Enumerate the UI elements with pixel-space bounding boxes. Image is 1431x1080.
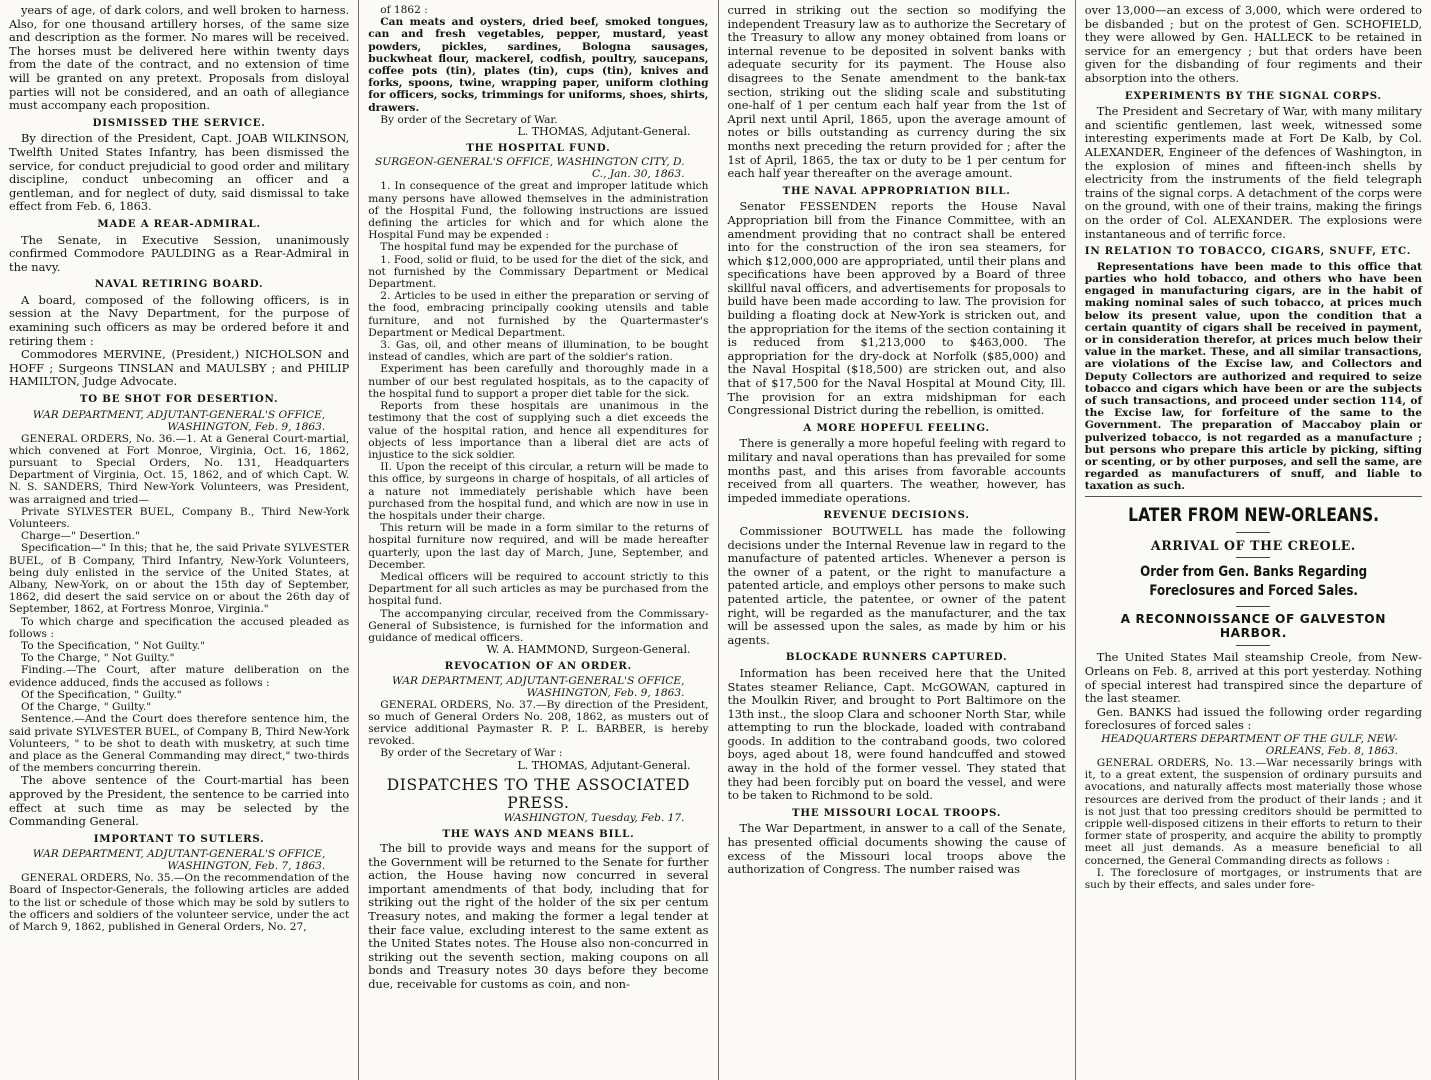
subhead-order-banks: Order from Gen. Banks Regarding Foreclosures and Forced Sales.	[1139, 564, 1367, 600]
heading-ways-and-means: THE WAYS AND MEANS BILL.	[442, 827, 635, 840]
headline-rule	[1236, 557, 1270, 558]
specification-paragraph: Specification—" In this; that he, the said Private SYLVESTER BUEL, of B Company, Third Infantry, New-York Volunteers, being duly enlisted in the service of the United States, at Albany, New-York, on or about the 15th day of September, 1862, did desert the said service on or about the 26th day of September, 1862, at Fortress Monroe, Virginia."	[9, 542, 350, 616]
treasury-continuation-paragraph: curred in striking out the section so modifying the independent Treasury law as to authorize the Secretary of the Treasury to allow any money obtained from loans or internal revenue to be deposited in solvent banks with adequate security for its payment. The House also disagrees to the Senate amendment to the bank-tax section, striking out the sliding scale and substituting one-half of 1 per centum each half year from the 1st of April next until April, 1865, upon the average amount of notes or bills outstanding as currency during the six months next preceding the return provided for ; after the 1st of April, 1865, the tax or duty to be 1 per centum for each half year thereafter on the average amount.	[727, 3, 1066, 181]
revenue-decisions-paragraph: Commissioner BOUTWELL has made the following decisions under the Internal Revenue law in regard to the manufacture of patented articles. Whenever a person is the owner of a patent, or the right to manufacture a patented article, and employs other persons to make such patented article, the patentee, or owner of the patent right, will be regarded as the manufacturer, and the tax will be assessed upon the sales, as made by him or his agents.	[727, 523, 1066, 647]
dateline-desertion: WAR DEPARTMENT, ADJUTANT-GENERAL'S OFFICE, WASHINGTON, Feb. 9, 1863.	[32, 408, 326, 433]
hospital-paragraph-9: This return will be made in a form similar to the returns of hospital furniture now required, and will be made hereafter quarterly, upon the last day of March, June, September, and December.	[368, 522, 709, 571]
heading-naval-appropriation: THE NAVAL APPROPRIATION BILL.	[782, 184, 1011, 197]
orders-35-paragraph: GENERAL ORDERS, No. 35.—On the recommendation of the Board of Inspector-Generals, the following articles are added to the list or schedule of those which may be sold by sutlers to the officers and soldiers of the volunteer service, under the act of March 9, 1862, published in General Orders, No. 27,	[9, 872, 350, 934]
sentence-paragraph: Sentence.—And the Court does therefore sentence him, the said private SYLVESTER BUEL, of Company B, Third New-York Volunteers, " to be shot to death with musketry, at such time and place as the General Commanding may direct," two-thirds of the members concurring therein.	[9, 713, 350, 775]
heading-missouri-troops: THE MISSOURI LOCAL TROOPS.	[792, 806, 1002, 819]
heading-signal-corps: EXPERIMENTS BY THE SIGNAL CORPS.	[1124, 89, 1382, 102]
orders-37-paragraph: GENERAL ORDERS, No. 37.—By direction of the President, so much of General Orders No. 208, 1862, as musters out of service additional Paymaster R. P. L. BARBER, is hereby revoked.	[368, 698, 709, 748]
hopeful-feeling-paragraph: There is generally a more hopeful feeling with regard to military and naval operations than has prevailed for some months past, and this arises from favorable accounts received from all quarters. The weather, however, has impeded immediate operations.	[727, 436, 1066, 505]
heading-sutlers: IMPORTANT TO SUTLERS.	[93, 832, 265, 845]
rear-admiral-paragraph: The Senate, in Executive Session, unanimously confirmed Commodore PAULDING as a Rear-Admiral in the navy.	[9, 232, 350, 274]
heading-dispatches: DISPATCHES TO THE ASSOCIATED PRESS.	[386, 775, 690, 812]
heading-hopeful-feeling: A MORE HOPEFUL FEELING.	[803, 421, 990, 434]
horse-proposals-paragraph: years of age, of dark colors, and well broken to harness. Also, for one thousand artillery horses, of the same size and description as the former. No mares will be received. The horses must be delivered here within twenty days from the date of the contract, and no extension of time will be granted on any pretext. Proposals from disloyal parties will not be considered, and an oath of allegiance must accompany each proposition.	[9, 3, 350, 113]
hospital-paragraph-5: 3. Gas, oil, and other means of illumination, to be bought instead of candles, which are part of the soldier's ration.	[368, 339, 709, 364]
finding-charge-line: Of the Charge, " Guilty."	[21, 701, 152, 714]
column-2	[359, 0, 717, 1080]
dateline-dispatches: WASHINGTON, Tuesday, Feb. 17.	[503, 811, 685, 824]
charge-line: Charge—" Desertion."	[21, 530, 140, 543]
heading-dismissed: DISMISSED THE SERVICE.	[92, 116, 266, 129]
signature-thomas-2: L. THOMAS, Adjutant-General.	[517, 758, 691, 772]
hospital-paragraph-2: The hospital fund may be expended for the purchase of	[380, 241, 678, 254]
blockade-runners-paragraph: Information has been received here that the United States steamer Reliance, Capt. McGOWAN, captured in the Moulkin River, and brought to Port Baltimore on the 13th inst., the sloop Clara and schooner North Star, while attempting to run the blockade, loaded with contraband goods. In addition to the contraband goods, two colored boys, aged about 18, were found handcuffed and stowed away in the hold of the former vessel. They stated that they had been forcibly put on board the vessel, and were to be taken to Richmond to be sold.	[727, 665, 1066, 803]
heading-hospital-fund: THE HOSPITAL FUND.	[466, 142, 611, 155]
banks-order-intro-paragraph: Gen. BANKS had issued the following order regarding foreclosures of forced sales :	[1084, 704, 1422, 733]
hospital-paragraph-3: 1. Food, solid or fluid, to be used for the diet of the sick, and not furnished by the Commissary Department or Medical Department.	[368, 253, 709, 291]
section-divider	[1085, 496, 1422, 497]
naval-board-paragraph-2: Commodores MERVINE, (President,) NICHOLSON and HOFF ; Surgeons TINSLAN and MAULSBY ; and PHILIP HAMILTON, Judge Advocate.	[9, 347, 350, 389]
heading-tobacco: IN RELATION TO TOBACCO, CIGARS, SNUFF, ETC.	[1084, 245, 1412, 258]
private-buel-line: Private SYLVESTER BUEL, Company B., Third New-York Volunteers.	[9, 505, 350, 531]
sutler-articles-list: Can meats and oysters, dried beef, smoked tongues, can and fresh vegetables, pepper, mustard, yeast powders, pickles, sardines, Bologna sausages, buckwheat flour, mackerel, codfish, poultry, saucepans, coffee pots (tin), plates (tin), cups (tin), knives and forks, spoons, twine, wrapping paper, uniform clothing for officers, socks, trimmings for uniforms, shoes, shirts, drawers.	[368, 16, 709, 114]
heading-revocation: REVOCATION OF AN ORDER.	[444, 660, 632, 673]
signature-hammond: W. A. HAMMOND, Surgeon-General.	[486, 643, 691, 657]
dismissed-paragraph: By direction of the President, Capt. JOAB WILKINSON, Twelfth United States Infantry, has been dismissed the service, for conduct prejudicial to good order and military discipline, conduct unbecoming an officer and a gentleman, and for neglect of duty, said dismissal to take effect from Feb. 6, 1863.	[9, 131, 350, 214]
plea-line: To which charge and specification the accused pleaded as follows :	[9, 615, 350, 640]
hospital-paragraph-8: II. Upon the receipt of this circular, a return will be made to this office, by surgeons in charge of hospitals, of all articles of a nature not immediately perishable which have been purchased from the hospital fund, and which are now in use in the hospitals under their charge.	[368, 461, 709, 522]
by-order-line-2: By order of the Secretary of War :	[380, 747, 563, 760]
headline-rule	[1236, 645, 1270, 646]
plea-specification-line: To the Specification, " Not Guilty."	[21, 640, 205, 653]
signal-corps-paragraph: The President and Secretary of War, with many military and scientific gentlemen, last week, witnessed some interesting experiments made at Fort De Kalb, by Col. ALEXANDER, Engineer of the defences of Washington, in the explosion of mines and fifteen-inch shells by electricity from the instruments of the field telegraph trains of the signal corps. A detachment of the corps were on the ground, with one of their trains, making the firings on the order of Col. ALEXANDER. The explosions were instantaneous and of terrific force.	[1084, 104, 1422, 241]
naval-board-paragraph-1: A board, composed of the following officers, is in session at the Navy Department, for the purpose of examining such officers as may be ordered before it and retiring them :	[9, 292, 350, 348]
hospital-paragraph-6: Experiment has been carefully and thoroughly made in a number of our best regulated hospitals, as to the capacity of the hospital fund to support a proper diet table for the sick.	[368, 363, 709, 400]
plea-charge-line: To the Charge, " Not Guilty."	[21, 652, 175, 665]
dateline-gulf: HEADQUARTERS DEPARTMENT OF THE GULF, NEW-ORLEANS, Feb. 8, 1863.	[1101, 732, 1398, 757]
headline-rule	[1236, 532, 1270, 533]
of-1862-line: of 1862 :	[380, 4, 428, 16]
heading-rear-admiral: MADE A REAR-ADMIRAL.	[97, 217, 261, 230]
column-1	[0, 0, 358, 1080]
headline-rule	[1236, 606, 1270, 607]
heading-revenue-decisions: REVENUE DECISIONS.	[823, 509, 970, 522]
signature-thomas-1: L. THOMAS, Adjutant-General.	[517, 125, 691, 139]
ways-and-means-paragraph: The bill to provide ways and means for the support of the Government will be returned to the Senate for further action, the House having now concurred in several important amendments of that body, including that for striking out the right of the holder of the six per centum Treasury notes, and making the former a legal tender at their face value, excluding interest to the same extent as the United States notes. The House also non-concurred in striking out the seventh section, making coupons on all bonds and Treasury notes 30 days before they become due, receivable for customs as coin, and non-	[368, 840, 709, 991]
heading-naval-retiring-board: NAVAL RETIRING BOARD.	[94, 278, 264, 291]
creole-arrival-paragraph: The United States Mail steamship Creole, from New-Orleans on Feb. 8, arrived at this port yesterday. Nothing of special interest had transpired since the departure of the last steamer.	[1084, 650, 1422, 706]
orders-13-paragraph: GENERAL ORDERS, No. 13.—War necessarily brings with it, to a great extent, the suspension of ordinary pursuits and avocations, and naturally affects most materially those whose resources are derived from the product of their lands ; and it is not just that too pressing creditors should be permitted to cripple well-disposed citizens in their efforts to return to their former state of prosperity, and acquire the ability to promptly meet all just demands. As a measure beneficial to all concerned, the General Commanding directs as follows :	[1084, 756, 1422, 867]
missouri-troops-paragraph: The War Department, in answer to a call of the Senate, has presented official documents showing the cause of excess of the Missouri local troops above the authorization of Congress. The number raised was	[727, 821, 1066, 877]
missouri-continuation-paragraph: over 13,000—an excess of 3,000, which were ordered to be disbanded ; but on the protest of Gen. SCHOFIELD, they were allowed by Gen. HALLECK to be retained in service for an emergency ; but that orders have been given for the disbanding of four regiments and their absorption into the others.	[1084, 3, 1422, 85]
naval-appropriation-paragraph: Senator FESSENDEN reports the House Naval Appropriation bill from the Finance Committee, with an amendment providing that no contract shall be entered into for the construction of the iron sea steamers, for which $12,000,000 are appropriated, until their plans and specifications have been approved by a Board of three skillful naval officers, and advertisements for proposals to build have been made according to law. The provision for building a floating dock at New-York is stricken out, and the appropriation for the items of the section containing it is reduced from $1,213,000 to $463,000. The appropriation for the dry-dock at Norfolk ($85,000) and the Naval Hospital ($18,500) are stricken out, and also that of $17,500 for the Naval Hospital at Mound City, Ill. The provision for an extra midshipman for each Congressional District during the rebellion, is omitted.	[727, 199, 1066, 418]
finding-specification-line: Of the Specification, " Guilty."	[21, 688, 182, 701]
hospital-paragraph-7: Reports from these hospitals are unanimous in the testimony that the cost of supplying such a diet exceeds the value of the hospital ration, and hence all expenditures for objects of less importance than a liberal diet are acts of injustice to the sick soldier.	[368, 400, 709, 461]
column-3	[719, 0, 1075, 1080]
headline-later-from-new-orleans: LATER FROM NEW-ORLEANS.	[1127, 503, 1379, 526]
hospital-paragraph-10: Medical officers will be required to account strictly to this Department for all such articles as may be purchased from the hospital fund.	[368, 570, 709, 608]
foreclosure-paragraph: I. The foreclosure of mortgages, or instruments that are such by their effects, and sales under fore-	[1084, 866, 1422, 891]
subhead-galveston: A RECONNOISSANCE OF GALVESTON HARBOR.	[1120, 612, 1387, 640]
by-order-line-1: By order of the Secretary of War.	[380, 113, 558, 126]
tobacco-paragraph: Representations have been made to this office that parties who hold tobacco, and others who have been engaged in manufacturing cigars, are in the habit of making nominal sales of such tobacco, at prices much below its present value, upon the condition that a certain quantity of cigars shall be received in payment, or in consideration therefor, at prices much below their value in the market. These, and all similar transactions, are violations of the Excise law, and Collectors and Deputy Collectors are authorized and required to seize tobacco and cigars which have been or are the subjects of such transactions, and proceed under section 114, of the Excise law, for forfeiture of the same to the Government. The preparation of Maccaboy plain or pulverized tobacco, is not regarded as a manufacture ; but persons who prepare this article by picking, sifting or scenting, or by other purposes, and sell the same, are regarded as manufacturers of snuff, and liable to taxation as such.	[1084, 260, 1422, 493]
heading-blockade-runners: BLOCKADE RUNNERS CAPTURED.	[785, 651, 1008, 664]
dateline-hospital: SURGEON-GENERAL'S OFFICE, WASHINGTON CITY, D. C., Jan. 30, 1863.	[375, 156, 685, 181]
hospital-paragraph-11: The accompanying circular, received from the Commissary-General of Subsistence, is furnished for the information and guidance of medical officers.	[368, 607, 709, 644]
finding-paragraph: Finding.—The Court, after mature deliberation on the evidence adduced, finds the accused as follows :	[9, 664, 350, 689]
hospital-paragraph-4: 2. Articles to be used in either the preparation or serving of the food, embracing principally cooking utensils and table furniture, and not furnished by the Quartermaster's Department or Medical Department.	[368, 290, 709, 339]
hospital-paragraph-1: 1. In consequence of the great and improper latitude which many persons have allowed themselves in the administration of the Hospital Fund, the following instructions are issued defining the articles for which and for which alone the Hospital Fund may be expended :	[368, 180, 709, 242]
column-4	[1076, 0, 1431, 1080]
subhead-arrival-creole: ARRIVAL OF THE CREOLE.	[1150, 537, 1356, 553]
sentence-approved-paragraph: The above sentence of the Court-martial has been approved by the President, the sentence to be carried into effect at such time as may be selected by the Commanding General.	[9, 773, 350, 829]
dateline-sutlers: WAR DEPARTMENT, ADJUTANT-GENERAL'S OFFICE, WASHINGTON, Feb. 7, 1863.	[32, 848, 326, 873]
dateline-revocation: WAR DEPARTMENT, ADJUTANT-GENERAL'S OFFICE, WASHINGTON, Feb. 9, 1863.	[391, 674, 685, 699]
heading-shot-for-desertion: TO BE SHOT FOR DESERTION.	[79, 393, 279, 406]
orders-36-paragraph: GENERAL ORDERS, No. 36.—1. At a General Court-martial, which convened at Fort Monroe, Virginia, Oct. 16, 1862, pursuant to Special Orders, No. 131, Headquarters Department of Virginia, Oct. 15, 1862, and of which Capt. W. N. S. SANDERS, Third New-York Volunteers, was President, was arraigned and tried—	[9, 432, 350, 506]
